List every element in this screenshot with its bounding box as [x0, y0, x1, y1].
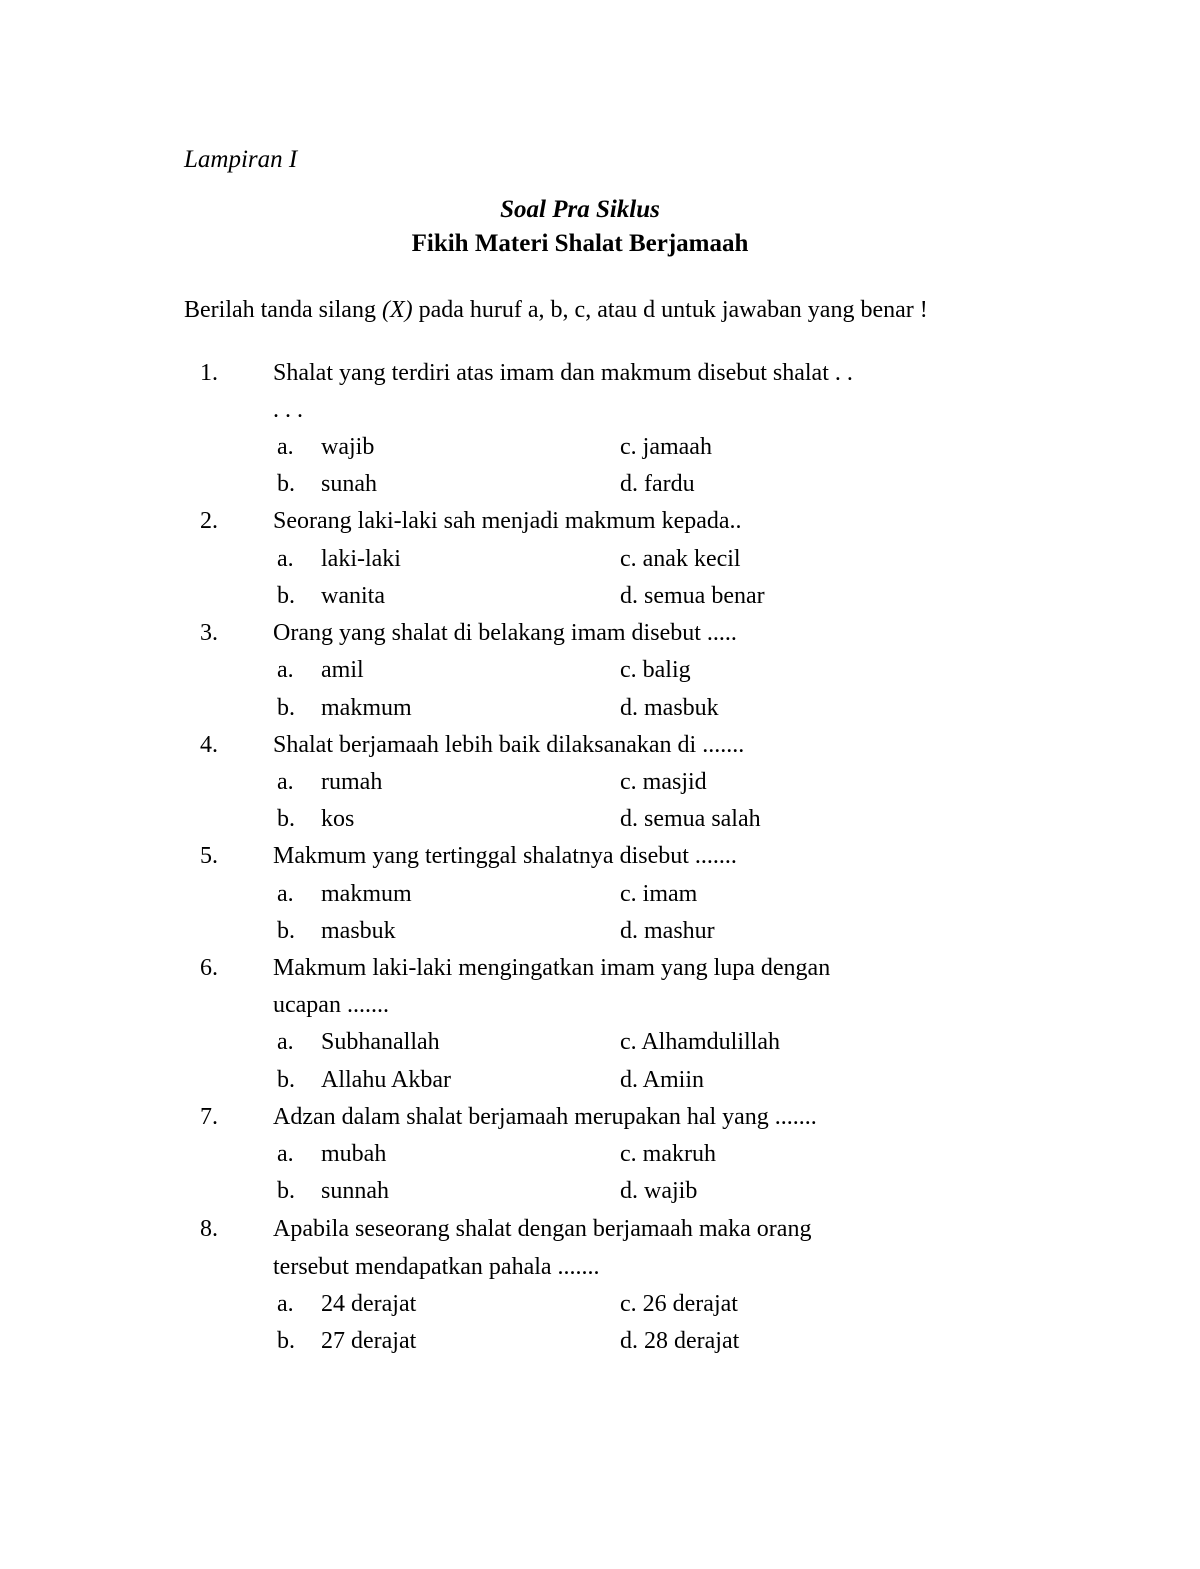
- question-text: Makmum laki-laki mengingatkan imam yang lupa dengan: [273, 955, 831, 981]
- question-text: Orang yang shalat di belakang imam disebut .....: [273, 620, 737, 646]
- option-a: makmum: [321, 881, 412, 907]
- option-d: d. fardu: [620, 471, 695, 497]
- option-a: wajib: [321, 434, 375, 460]
- option-label-b: b.: [277, 1178, 295, 1204]
- option-label-b: b.: [277, 806, 295, 832]
- option-c: c. anak kecil: [620, 546, 741, 572]
- question-number: 4.: [200, 732, 218, 758]
- option-label-a: a.: [277, 769, 294, 795]
- question-number: 8.: [200, 1216, 218, 1242]
- option-d: d. semua salah: [620, 806, 761, 832]
- option-b: Allahu Akbar: [321, 1067, 451, 1093]
- question-number: 3.: [200, 620, 218, 646]
- option-a: amil: [321, 657, 364, 683]
- option-c: c. jamaah: [620, 434, 712, 460]
- question-number: 2.: [200, 508, 218, 534]
- option-label-b: b.: [277, 1328, 295, 1354]
- question-text: . . .: [273, 397, 303, 423]
- option-b: makmum: [321, 695, 412, 721]
- instruction-mark: (X): [381, 297, 413, 323]
- option-a: rumah: [321, 769, 383, 795]
- option-label-a: a.: [277, 434, 294, 460]
- option-d: d. wajib: [620, 1178, 698, 1204]
- question-number: 1.: [200, 360, 218, 386]
- option-b: sunah: [321, 471, 377, 497]
- option-label-a: a.: [277, 657, 294, 683]
- question-text: Seorang laki-laki sah menjadi makmum kepada..: [273, 508, 742, 534]
- option-label-b: b.: [277, 695, 295, 721]
- option-c: c. imam: [620, 881, 698, 907]
- option-a: mubah: [321, 1141, 387, 1167]
- option-b: masbuk: [321, 918, 396, 944]
- option-label-a: a.: [277, 1291, 294, 1317]
- option-label-a: a.: [277, 1029, 294, 1055]
- option-d: d. mashur: [620, 918, 715, 944]
- option-c: c. balig: [620, 657, 691, 683]
- question-text: tersebut mendapatkan pahala .......: [273, 1254, 600, 1280]
- option-label-a: a.: [277, 881, 294, 907]
- option-b: wanita: [321, 583, 385, 609]
- option-label-b: b.: [277, 918, 295, 944]
- question-number: 7.: [200, 1104, 218, 1130]
- option-c: c. 26 derajat: [620, 1291, 738, 1317]
- option-a: 24 derajat: [321, 1291, 417, 1317]
- question-text: Apabila seseorang shalat dengan berjamaah maka orang: [273, 1216, 812, 1242]
- option-d: d. semua benar: [620, 583, 765, 609]
- option-c: c. makruh: [620, 1141, 716, 1167]
- option-c: c. Alhamdulillah: [620, 1029, 780, 1055]
- option-d: d. 28 derajat: [620, 1328, 740, 1354]
- appendix-label: Lampiran I: [184, 146, 298, 173]
- option-label-a: a.: [277, 546, 294, 572]
- option-label-a: a.: [277, 1141, 294, 1167]
- question-text: Shalat berjamaah lebih baik dilaksanakan di .......: [273, 732, 745, 758]
- question-text: Adzan dalam shalat berjamaah merupakan hal yang .......: [273, 1104, 817, 1130]
- instruction-before: Berilah tanda silang: [184, 297, 382, 323]
- instruction-after: pada huruf a, b, c, atau d untuk jawaban yang benar !: [412, 297, 928, 323]
- document-subtitle: Fikih Materi Shalat Berjamaah: [411, 230, 749, 257]
- option-a: Subhanallah: [321, 1029, 440, 1055]
- document-title: Soal Pra Siklus: [500, 196, 660, 223]
- question-text: Makmum yang tertinggal shalatnya disebut .......: [273, 843, 737, 869]
- question-text: ucapan .......: [273, 992, 389, 1018]
- option-d: d. Amiin: [620, 1067, 705, 1093]
- option-label-b: b.: [277, 471, 295, 497]
- question-number: 5.: [200, 843, 218, 869]
- option-a: laki-laki: [321, 546, 401, 572]
- instruction-text: [184, 294, 984, 326]
- question-text: Shalat yang terdiri atas imam dan makmum disebut shalat . .: [273, 360, 853, 386]
- option-d: d. masbuk: [620, 695, 719, 721]
- option-label-b: b.: [277, 1067, 295, 1093]
- option-b: kos: [321, 806, 355, 832]
- option-c: c. masjid: [620, 769, 707, 795]
- question-number: 6.: [200, 955, 218, 981]
- option-b: sunnah: [321, 1178, 389, 1204]
- option-b: 27 derajat: [321, 1328, 417, 1354]
- option-label-b: b.: [277, 583, 295, 609]
